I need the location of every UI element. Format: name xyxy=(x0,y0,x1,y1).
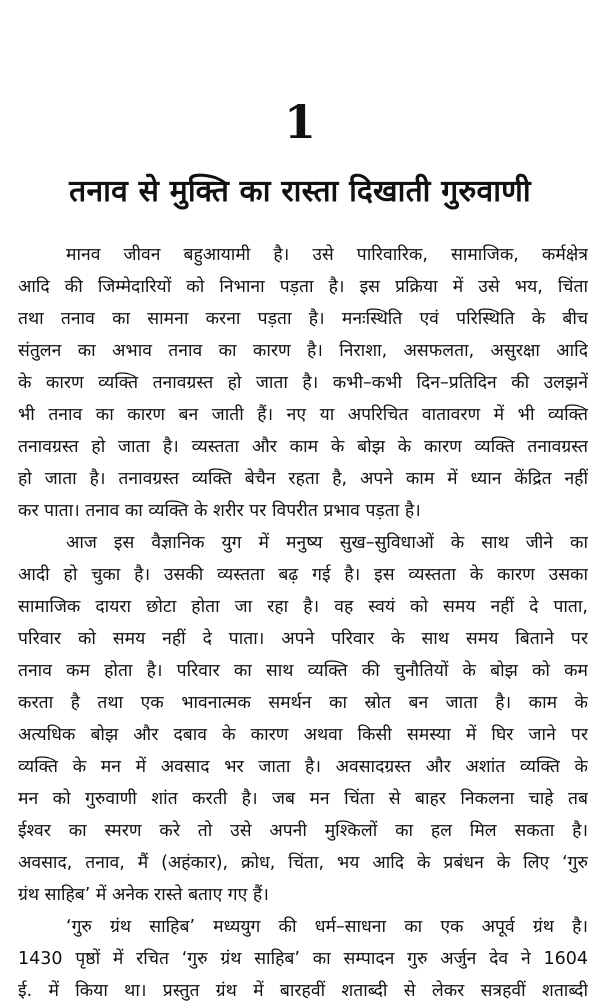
paragraph-1-line: संतुलन का अभाव तनाव का कारण है। निराशा, असफलता, असुरक्षा आदि xyxy=(18,341,588,361)
paragraph-1-line: तथा तनाव का सामना करना पड़ता है। मनःस्थिति एवं परिस्थिति के बीच xyxy=(18,309,588,329)
paragraph-2-line: ईश्वर का स्मरण करे तो उसे अपनी मुश्किलों का हल मिल सकता है। xyxy=(18,821,588,841)
paragraph-2-line: तनाव कम होता है। परिवार का साथ व्यक्ति की चुनौतियों के बोझ को कम xyxy=(18,661,588,681)
paragraph-2-line: अवसाद, तनाव, मैं (अहंकार), क्रोध, चिंता, भय आदि के प्रबंधन के लिए ‘गुरु xyxy=(18,853,588,873)
paragraph-2-line: परिवार को समय नहीं दे पाता। अपने परिवार के साथ समय बिताने पर xyxy=(18,629,588,649)
paragraph-1-line: हो जाता है। तनावग्रस्त व्यक्ति बेचैन रहता है, अपने काम में ध्यान केंद्रित नहीं xyxy=(18,469,588,489)
paragraph-2-line: आदी हो चुका है। उसकी व्यस्तता बढ़ गई है। इस व्यस्तता के कारण उसका xyxy=(18,565,588,585)
chapter-title: तनाव से मुक्ति का रास्ता दिखाती गुरुवाणी xyxy=(69,174,531,209)
chapter-number: 1 xyxy=(283,95,316,149)
paragraph-1-line: के कारण व्यक्ति तनावग्रस्त हो जाता है। कभी–कभी दिन–प्रतिदिन की उलझनें xyxy=(18,373,588,393)
paragraph-3-line: ‘गुरु ग्रंथ साहिब’ मध्ययुग की धर्म–साधना का एक अपूर्व ग्रंथ है। xyxy=(66,917,588,937)
paragraph-2-line: व्यक्ति के मन में अवसाद भर जाता है। अवसादग्रस्त और अशांत व्यक्ति के xyxy=(18,757,588,777)
paragraph-1-line: मानव जीवन बहुआयामी है। उसे पारिवारिक, सामाजिक, कर्मक्षेत्र xyxy=(66,245,588,265)
paragraph-3-line: 1430 पृष्ठों में रचित ‘गुरु ग्रंथ साहिब’ का सम्पादन गुरु अर्जुन देव ने 1604 xyxy=(18,949,588,969)
paragraph-1-line: तनावग्रस्त हो जाता है। व्यस्तता और काम के बोझ के कारण व्यक्ति तनावग्रस्त xyxy=(18,437,588,457)
paragraph-2-line: मन को गुरुवाणी शांत करती है। जब मन चिंता से बाहर निकलना चाहे तब xyxy=(18,789,588,809)
paragraph-2-line: अत्यधिक बोझ और दबाव के कारण अथवा किसी समस्या में घिर जाने पर xyxy=(18,725,588,745)
paragraph-2-line: सामाजिक दायरा छोटा होता जा रहा है। वह स्वयं को समय नहीं दे पाता, xyxy=(18,597,588,617)
paragraph-1-line: भी तनाव का कारण बन जाती हैं। नए या अपरिचित वातावरण में भी व्यक्ति xyxy=(18,405,588,425)
paragraph-3-line: ई. में किया था। प्रस्तुत ग्रंथ में बारहवीं शताब्दी से लेकर सत्रहवीं शताब्दी xyxy=(18,981,588,1001)
paragraph-1-line: कर पाता। तनाव का व्यक्ति के शरीर पर विपरीत प्रभाव पड़ता है। xyxy=(18,501,421,521)
body-text xyxy=(18,239,588,1007)
paragraph-2-line: आज इस वैज्ञानिक युग में मनुष्य सुख–सुविधाओं के साथ जीने का xyxy=(66,533,588,553)
paragraph-2-line: करता है तथा एक भावनात्मक समर्थन का स्रोत बन जाता है। काम के xyxy=(18,693,588,713)
paragraph-1-line: आदि की जिम्मेदारियों को निभाना पड़ता है। इस प्रक्रिया में उसे भय, चिंता xyxy=(18,277,588,297)
paragraph-2-line: ग्रंथ साहिब’ में अनेक रास्ते बताए गए हैं। xyxy=(18,885,269,905)
